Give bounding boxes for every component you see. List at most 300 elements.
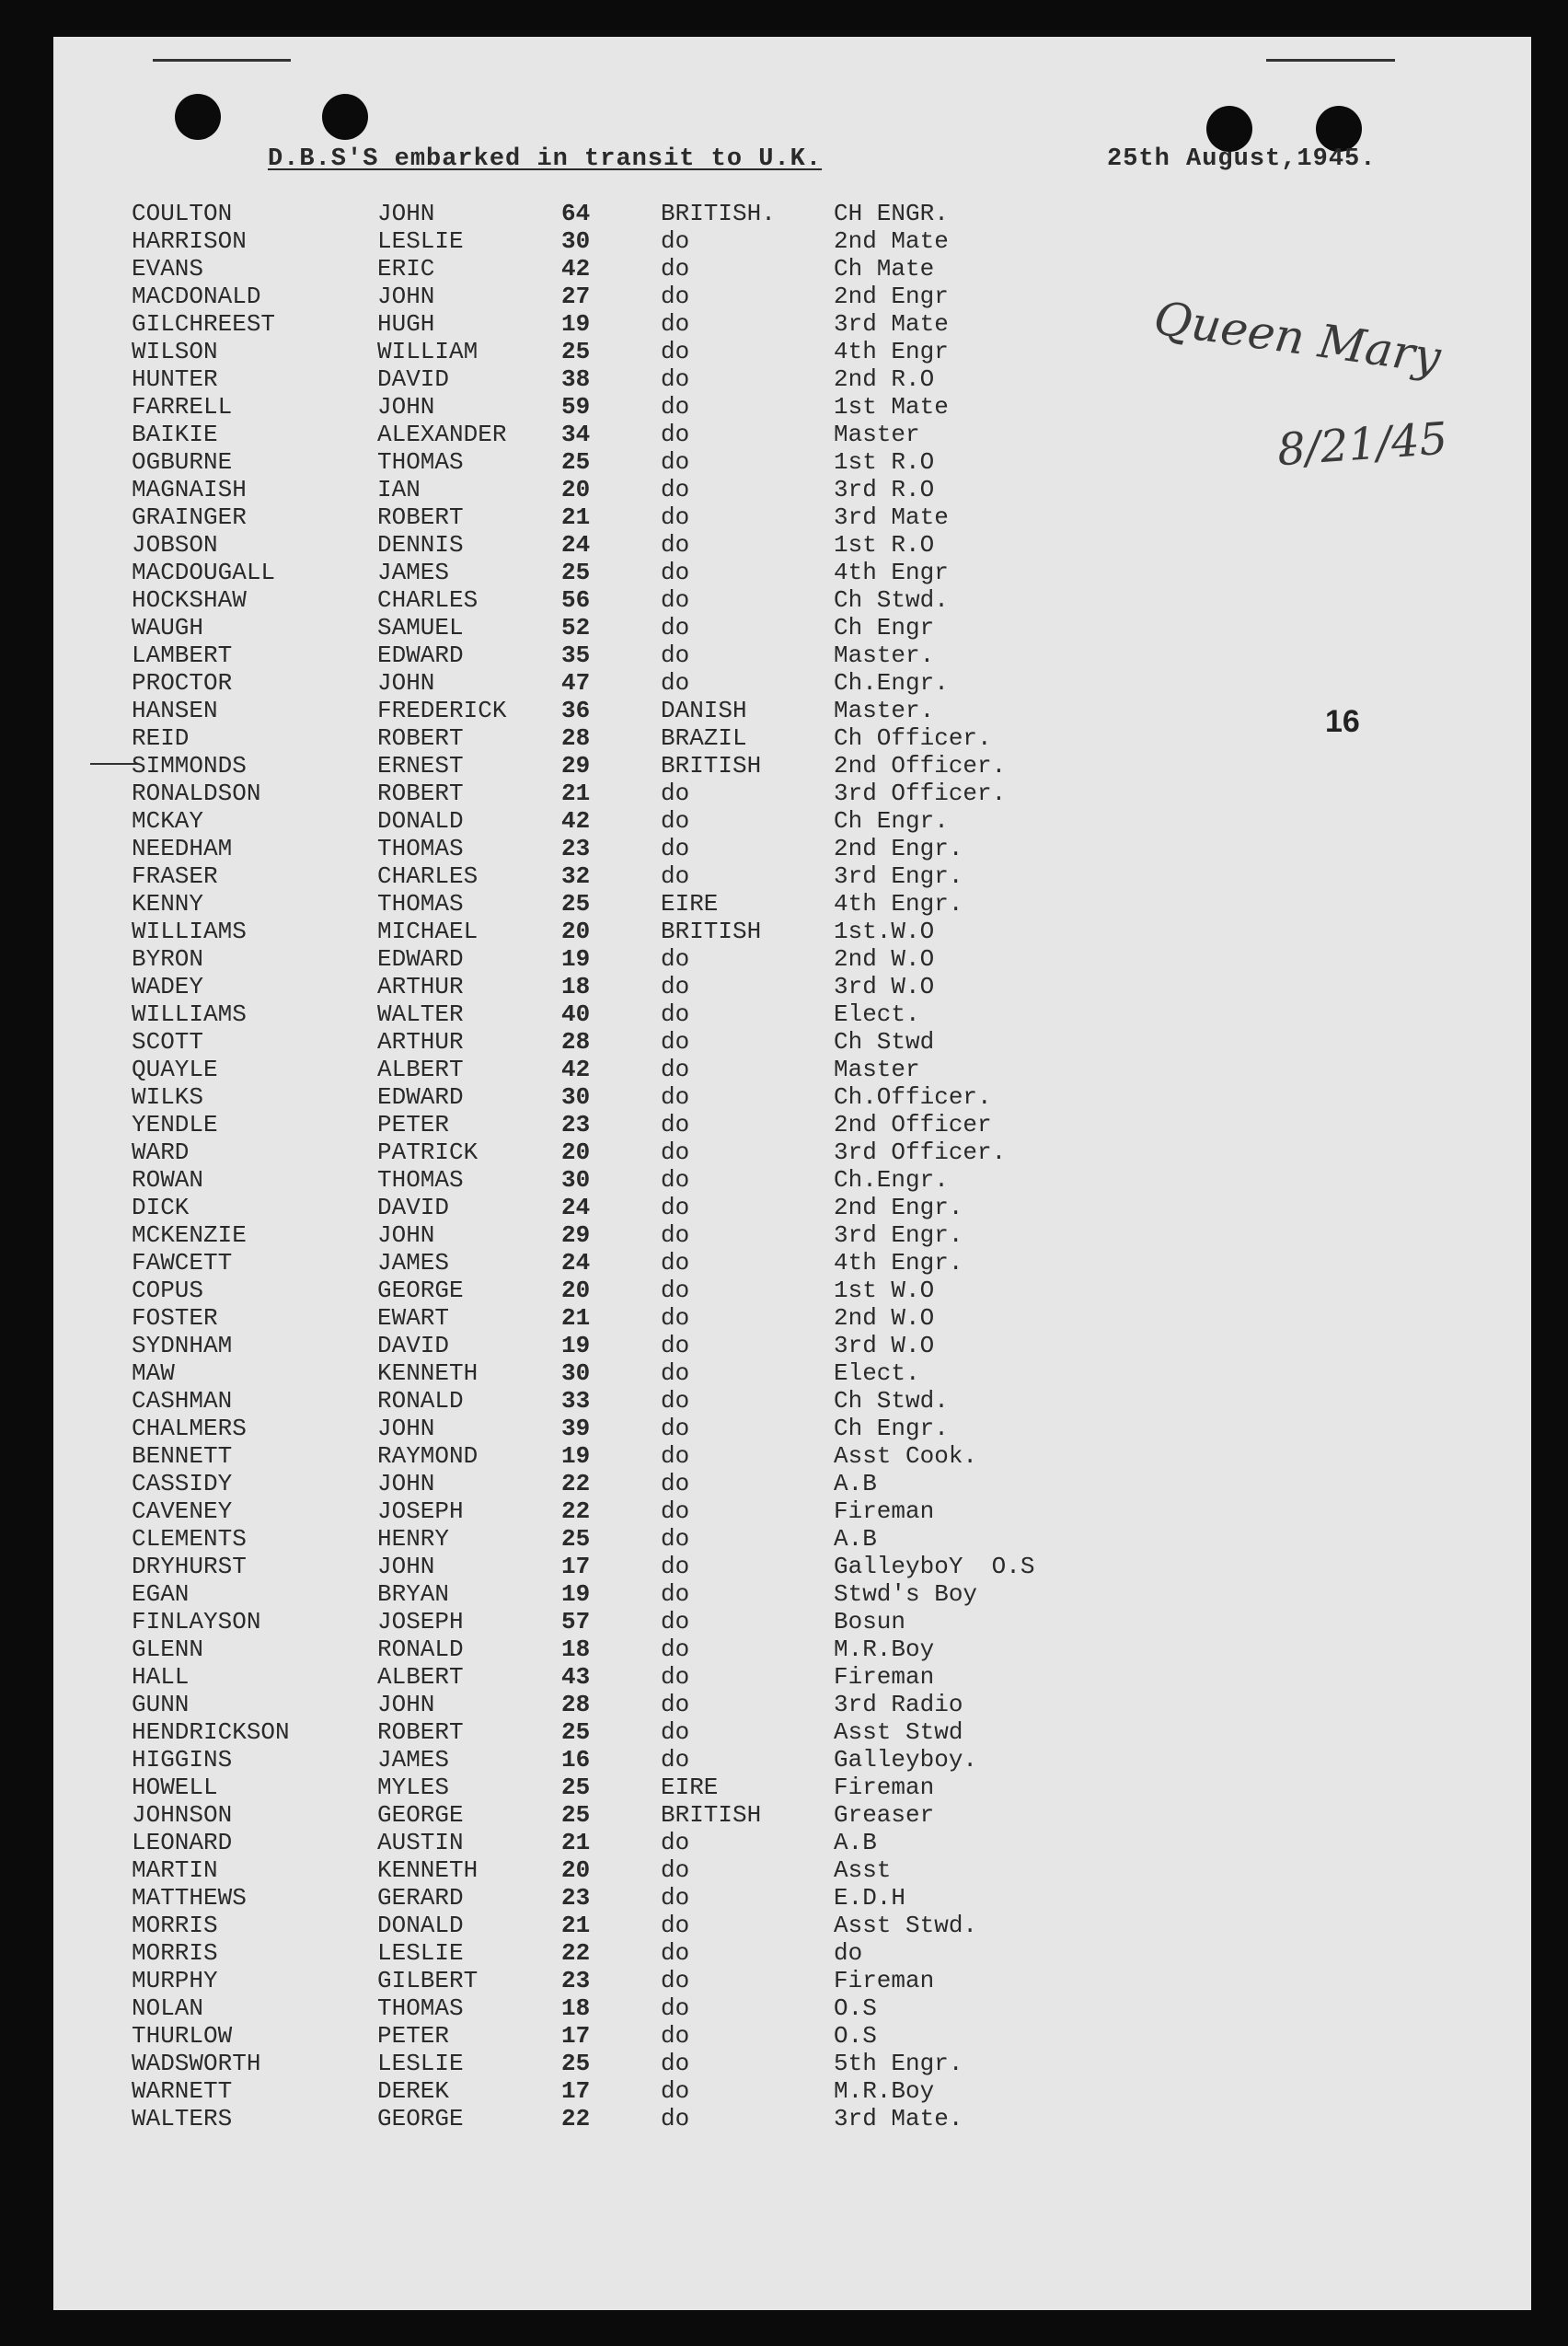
crew-first-name: ROBERT [377,1718,464,1746]
crew-rank: Ch Engr. [834,1415,949,1442]
crew-age: 34 [561,421,591,448]
crew-rank: 2nd W.O [834,1304,935,1332]
crew-surname: ROWAN [132,1166,204,1194]
crew-age: 22 [561,1497,591,1525]
crew-nationality: do [661,2105,690,2132]
crew-age: 39 [561,1415,591,1442]
crew-nationality: do [661,1166,690,1194]
crew-row [53,338,1531,365]
crew-age: 17 [561,2022,591,2050]
crew-nationality: do [661,1994,690,2022]
crew-nationality: do [661,835,690,862]
crew-row [53,835,1531,862]
crew-surname: MURPHY [132,1967,218,1994]
crew-row [53,503,1531,531]
crew-nationality: do [661,1387,690,1415]
crew-row [53,1083,1531,1111]
crew-nationality: do [661,531,690,559]
crew-row [53,1000,1531,1028]
crew-surname: MCKAY [132,807,204,835]
crew-age: 28 [561,1691,591,1718]
crew-age: 17 [561,2077,591,2105]
crew-age: 36 [561,697,591,724]
folio-number: 16 [1325,704,1360,739]
crew-surname: HOWELL [132,1774,218,1801]
crew-row [53,1525,1531,1553]
crew-first-name: JAMES [377,1249,450,1277]
crew-age: 21 [561,1829,591,1856]
crew-rank: Greaser [834,1801,935,1829]
crew-nationality: do [661,1608,690,1635]
crew-surname: WARD [132,1138,190,1166]
crew-age: 38 [561,365,591,393]
crew-nationality: do [661,586,690,614]
crew-age: 24 [561,1194,591,1221]
crew-rank: Asst [834,1856,892,1884]
crew-row [53,890,1531,918]
crew-age: 28 [561,1028,591,1056]
crew-age: 25 [561,338,591,365]
crew-first-name: ERNEST [377,752,464,780]
crew-rank: 1st.W.O [834,918,935,945]
crew-rank: Ch Stwd. [834,1387,949,1415]
crew-rank: Ch Engr. [834,807,949,835]
crew-rank: Asst Stwd [834,1718,963,1746]
crew-row [53,1994,1531,2022]
crew-first-name: GEORGE [377,2105,464,2132]
crew-first-name: FREDERICK [377,697,507,724]
crew-rank: 2nd W.O [834,945,935,973]
crew-row [53,641,1531,669]
crew-first-name: ROBERT [377,780,464,807]
crew-surname: GUNN [132,1691,190,1718]
crew-surname: BYRON [132,945,204,973]
crew-first-name: DONALD [377,1912,464,1939]
crew-nationality: do [661,1718,690,1746]
crew-surname: GRAINGER [132,503,247,531]
crew-row [53,1912,1531,1939]
crew-age: 43 [561,1663,591,1691]
crew-rank: Master [834,1056,920,1083]
crew-row [53,2105,1531,2132]
crew-surname: HENDRICKSON [132,1718,290,1746]
crew-row [53,310,1531,338]
crew-first-name: DONALD [377,807,464,835]
crew-age: 28 [561,724,591,752]
crew-nationality: do [661,1083,690,1111]
crew-surname: CASHMAN [132,1387,233,1415]
crew-rank: Asst Cook. [834,1442,978,1470]
crew-first-name: PETER [377,1111,450,1138]
crew-first-name: JAMES [377,1746,450,1774]
crew-first-name: WILLIAM [377,338,478,365]
crew-first-name: THOMAS [377,890,464,918]
crew-nationality: BRITISH. [661,200,776,227]
crew-row [53,697,1531,724]
crew-row [53,752,1531,780]
crew-row [53,1111,1531,1138]
crew-rank: 4th Engr. [834,890,963,918]
crew-surname: EVANS [132,255,204,283]
crew-first-name: ROBERT [377,724,464,752]
crew-row [53,586,1531,614]
crew-age: 42 [561,807,591,835]
crew-surname: LEONARD [132,1829,233,1856]
crew-row [53,1608,1531,1635]
crew-age: 20 [561,1277,591,1304]
crew-row [53,1470,1531,1497]
crew-age: 24 [561,1249,591,1277]
crew-age: 21 [561,1912,591,1939]
crew-rank: 1st R.O [834,531,935,559]
crew-rank: Master. [834,697,935,724]
crew-first-name: LESLIE [377,227,464,255]
crew-row [53,1497,1531,1525]
crew-nationality: do [661,1635,690,1663]
crew-first-name: ERIC [377,255,435,283]
crew-row [53,1718,1531,1746]
crew-age: 29 [561,752,591,780]
crew-age: 23 [561,1967,591,1994]
crew-surname: LAMBERT [132,641,233,669]
crew-nationality: do [661,1967,690,1994]
crew-nationality: do [661,1525,690,1553]
crew-first-name: IAN [377,476,421,503]
crew-age: 20 [561,918,591,945]
crew-surname: JOBSON [132,531,218,559]
crew-rank: CH ENGR. [834,200,949,227]
crew-age: 21 [561,503,591,531]
crew-surname: OGBURNE [132,448,233,476]
crew-row [53,780,1531,807]
crew-first-name: JOSEPH [377,1608,464,1635]
crew-row [53,393,1531,421]
crew-first-name: EWART [377,1304,450,1332]
crew-nationality: do [661,669,690,697]
crew-age: 33 [561,1387,591,1415]
crew-row [53,1221,1531,1249]
crew-surname: WADSWORTH [132,2050,261,2077]
crew-row [53,200,1531,227]
crew-nationality: EIRE [661,890,719,918]
crew-rank: Ch.Engr. [834,1166,949,1194]
document-date: 25th August,1945. [1107,145,1377,173]
crew-nationality: BRAZIL [661,724,747,752]
crew-first-name: GERARD [377,1884,464,1912]
crew-nationality: do [661,448,690,476]
crew-nationality: BRITISH [661,918,762,945]
crew-age: 52 [561,614,591,641]
crew-surname: FARRELL [132,393,233,421]
crew-first-name: RAYMOND [377,1442,478,1470]
crew-first-name: JAMES [377,559,450,586]
crew-age: 20 [561,476,591,503]
crew-age: 22 [561,1470,591,1497]
crew-surname: WADEY [132,973,204,1000]
crew-nationality: BRITISH [661,1801,762,1829]
crew-row [53,448,1531,476]
crew-age: 27 [561,283,591,310]
crew-nationality: do [661,1442,690,1470]
crew-row [53,1967,1531,1994]
crew-age: 25 [561,890,591,918]
crew-rank: Ch.Officer. [834,1083,992,1111]
crew-age: 64 [561,200,591,227]
crew-row [53,862,1531,890]
crew-rank: Asst Stwd. [834,1912,978,1939]
crew-nationality: do [661,1194,690,1221]
crew-age: 18 [561,1635,591,1663]
crew-rank: GalleyboY O.S [834,1553,1035,1580]
crew-rank: A.B [834,1525,877,1553]
crew-first-name: JOSEPH [377,1497,464,1525]
crew-first-name: CHARLES [377,862,478,890]
crew-rank: O.S [834,1994,877,2022]
crew-surname: QUAYLE [132,1056,218,1083]
crew-row [53,1056,1531,1083]
crew-row [53,1442,1531,1470]
crew-row [53,2050,1531,2077]
crew-row [53,365,1531,393]
crew-row [53,1691,1531,1718]
crew-rank: 3rd Engr. [834,862,963,890]
crew-surname: SYDNHAM [132,1332,233,1359]
crew-rank: 2nd Engr. [834,1194,963,1221]
crew-first-name: GILBERT [377,1967,478,1994]
crew-surname: CAVENEY [132,1497,233,1525]
crew-age: 19 [561,1580,591,1608]
crew-surname: MORRIS [132,1912,218,1939]
crew-row [53,1884,1531,1912]
crew-age: 19 [561,945,591,973]
crew-row [53,476,1531,503]
crew-rank: 2nd Mate [834,227,949,255]
crew-rank: Ch Stwd. [834,586,949,614]
crew-first-name: JOHN [377,1691,435,1718]
crew-row [53,1249,1531,1277]
crew-age: 20 [561,1138,591,1166]
crew-nationality: do [661,338,690,365]
crew-rank: Stwd's Boy [834,1580,978,1608]
crew-surname: RONALDSON [132,780,261,807]
crew-rank: 3rd Mate [834,310,949,338]
crew-surname: MARTIN [132,1856,218,1884]
crew-rank: do [834,1939,863,1967]
crew-age: 22 [561,2105,591,2132]
crew-first-name: BRYAN [377,1580,450,1608]
crew-first-name: DAVID [377,365,450,393]
crew-first-name: SAMUEL [377,614,464,641]
crew-row [53,1387,1531,1415]
crew-first-name: EDWARD [377,1083,464,1111]
crew-rank: 3rd W.O [834,1332,935,1359]
crew-row [53,1304,1531,1332]
crew-first-name: JOHN [377,1553,435,1580]
crew-row [53,918,1531,945]
crew-surname: WILLIAMS [132,918,247,945]
crew-age: 21 [561,780,591,807]
crew-surname: YENDLE [132,1111,218,1138]
crew-rank: 2nd Engr [834,283,949,310]
crew-first-name: GEORGE [377,1277,464,1304]
handwritten-date: 8/21/45 [1275,412,1449,477]
crew-nationality: do [661,559,690,586]
crew-nationality: do [661,283,690,310]
crew-surname: WAUGH [132,614,204,641]
crew-nationality: do [661,1249,690,1277]
crew-surname: MAGNAISH [132,476,247,503]
punch-hole [322,94,368,140]
crew-first-name: KENNETH [377,1359,478,1387]
crew-first-name: THOMAS [377,1994,464,2022]
crew-rank: E.D.H [834,1884,906,1912]
crew-age: 47 [561,669,591,697]
crew-rank: M.R.Boy [834,2077,935,2105]
crew-row [53,1801,1531,1829]
crew-first-name: THOMAS [377,1166,464,1194]
crew-row [53,227,1531,255]
crew-nationality: do [661,1221,690,1249]
crew-nationality: do [661,780,690,807]
crew-nationality: do [661,1746,690,1774]
crew-rank: 1st R.O [834,448,935,476]
crew-nationality: do [661,365,690,393]
crew-first-name: THOMAS [377,448,464,476]
crew-age: 23 [561,1884,591,1912]
crew-first-name: ALBERT [377,1056,464,1083]
crew-first-name: HUGH [377,310,435,338]
crew-first-name: RONALD [377,1387,464,1415]
crew-age: 29 [561,1221,591,1249]
crew-first-name: ARTHUR [377,973,464,1000]
crew-row [53,1166,1531,1194]
crew-row [53,807,1531,835]
crew-first-name: DEREK [377,2077,450,2105]
crew-rank: Bosun [834,1608,906,1635]
crew-nationality: do [661,1829,690,1856]
crew-rank: 3rd Officer. [834,780,1007,807]
crew-age: 30 [561,1359,591,1387]
crew-first-name: EDWARD [377,641,464,669]
crew-nationality: do [661,1277,690,1304]
crew-surname: MORRIS [132,1939,218,1967]
crew-nationality: do [661,1359,690,1387]
crew-row [53,1332,1531,1359]
crew-first-name: MICHAEL [377,918,478,945]
crew-rank: Ch.Engr. [834,669,949,697]
crew-surname: BAIKIE [132,421,218,448]
crew-first-name: JOHN [377,200,435,227]
crew-surname: CLEMENTS [132,1525,247,1553]
crew-nationality: do [661,421,690,448]
crew-surname: HIGGINS [132,1746,233,1774]
crew-row [53,1359,1531,1387]
crew-rank: 3rd Mate. [834,2105,963,2132]
crew-surname: DICK [132,1194,190,1221]
crew-age: 18 [561,973,591,1000]
crew-nationality: do [661,1111,690,1138]
document-page [53,37,1531,2310]
crew-rank: 3rd Mate [834,503,949,531]
crew-surname: FRASER [132,862,218,890]
crew-rank: O.S [834,2022,877,2050]
document-title: D.B.S'S embarked in transit to U.K. [268,145,823,173]
crew-surname: WILKS [132,1083,204,1111]
crew-surname: CHALMERS [132,1415,247,1442]
crew-nationality: do [661,255,690,283]
handwritten-ship-name: Queen Mary [1150,291,1445,385]
crew-rank: M.R.Boy [834,1635,935,1663]
crew-age: 30 [561,1166,591,1194]
crew-age: 23 [561,835,591,862]
crew-surname: MCKENZIE [132,1221,247,1249]
crew-nationality: do [661,1470,690,1497]
crew-first-name: LESLIE [377,2050,464,2077]
crew-age: 25 [561,1718,591,1746]
crew-rank: 2nd R.O [834,365,935,393]
crew-nationality: do [661,1912,690,1939]
crew-first-name: ARTHUR [377,1028,464,1056]
crew-first-name: JOHN [377,1415,435,1442]
crew-surname: HOCKSHAW [132,586,247,614]
crew-nationality: BRITISH [661,752,762,780]
crew-nationality: do [661,503,690,531]
crew-nationality: do [661,1663,690,1691]
crew-row [53,1553,1531,1580]
crew-surname: DRYHURST [132,1553,247,1580]
crew-nationality: do [661,1056,690,1083]
crew-first-name: ROBERT [377,503,464,531]
crew-rank: Fireman [834,1967,935,1994]
crew-nationality: do [661,1939,690,1967]
crew-surname: MACDONALD [132,283,261,310]
crew-age: 30 [561,1083,591,1111]
crew-surname: HANSEN [132,697,218,724]
crew-first-name: HENRY [377,1525,450,1553]
crew-row [53,1635,1531,1663]
crew-first-name: DENNIS [377,531,464,559]
crew-row [53,614,1531,641]
crew-row [53,973,1531,1000]
crew-age: 23 [561,1111,591,1138]
crew-surname: GILCHREEST [132,310,276,338]
crew-first-name: JOHN [377,1470,435,1497]
crew-rank: Elect. [834,1000,920,1028]
crew-surname: GLENN [132,1635,204,1663]
crew-age: 19 [561,1442,591,1470]
crew-rank: Ch Stwd [834,1028,935,1056]
crew-rank: 5th Engr. [834,2050,963,2077]
crew-first-name: DAVID [377,1332,450,1359]
crew-first-name: JOHN [377,669,435,697]
crew-nationality: do [661,1580,690,1608]
crew-surname: WILSON [132,338,218,365]
crew-rank: 4th Engr. [834,1249,963,1277]
crew-nationality: do [661,310,690,338]
crew-row [53,1774,1531,1801]
crew-nationality: do [661,2077,690,2105]
crew-rank: A.B [834,1470,877,1497]
crew-nationality: do [661,973,690,1000]
crew-row [53,1939,1531,1967]
crew-first-name: PATRICK [377,1138,478,1166]
crew-surname: THURLOW [132,2022,233,2050]
crew-surname: SIMMONDS [132,752,247,780]
crew-nationality: do [661,2050,690,2077]
crew-first-name: ALBERT [377,1663,464,1691]
crew-nationality: do [661,1028,690,1056]
crew-surname: EGAN [132,1580,190,1608]
